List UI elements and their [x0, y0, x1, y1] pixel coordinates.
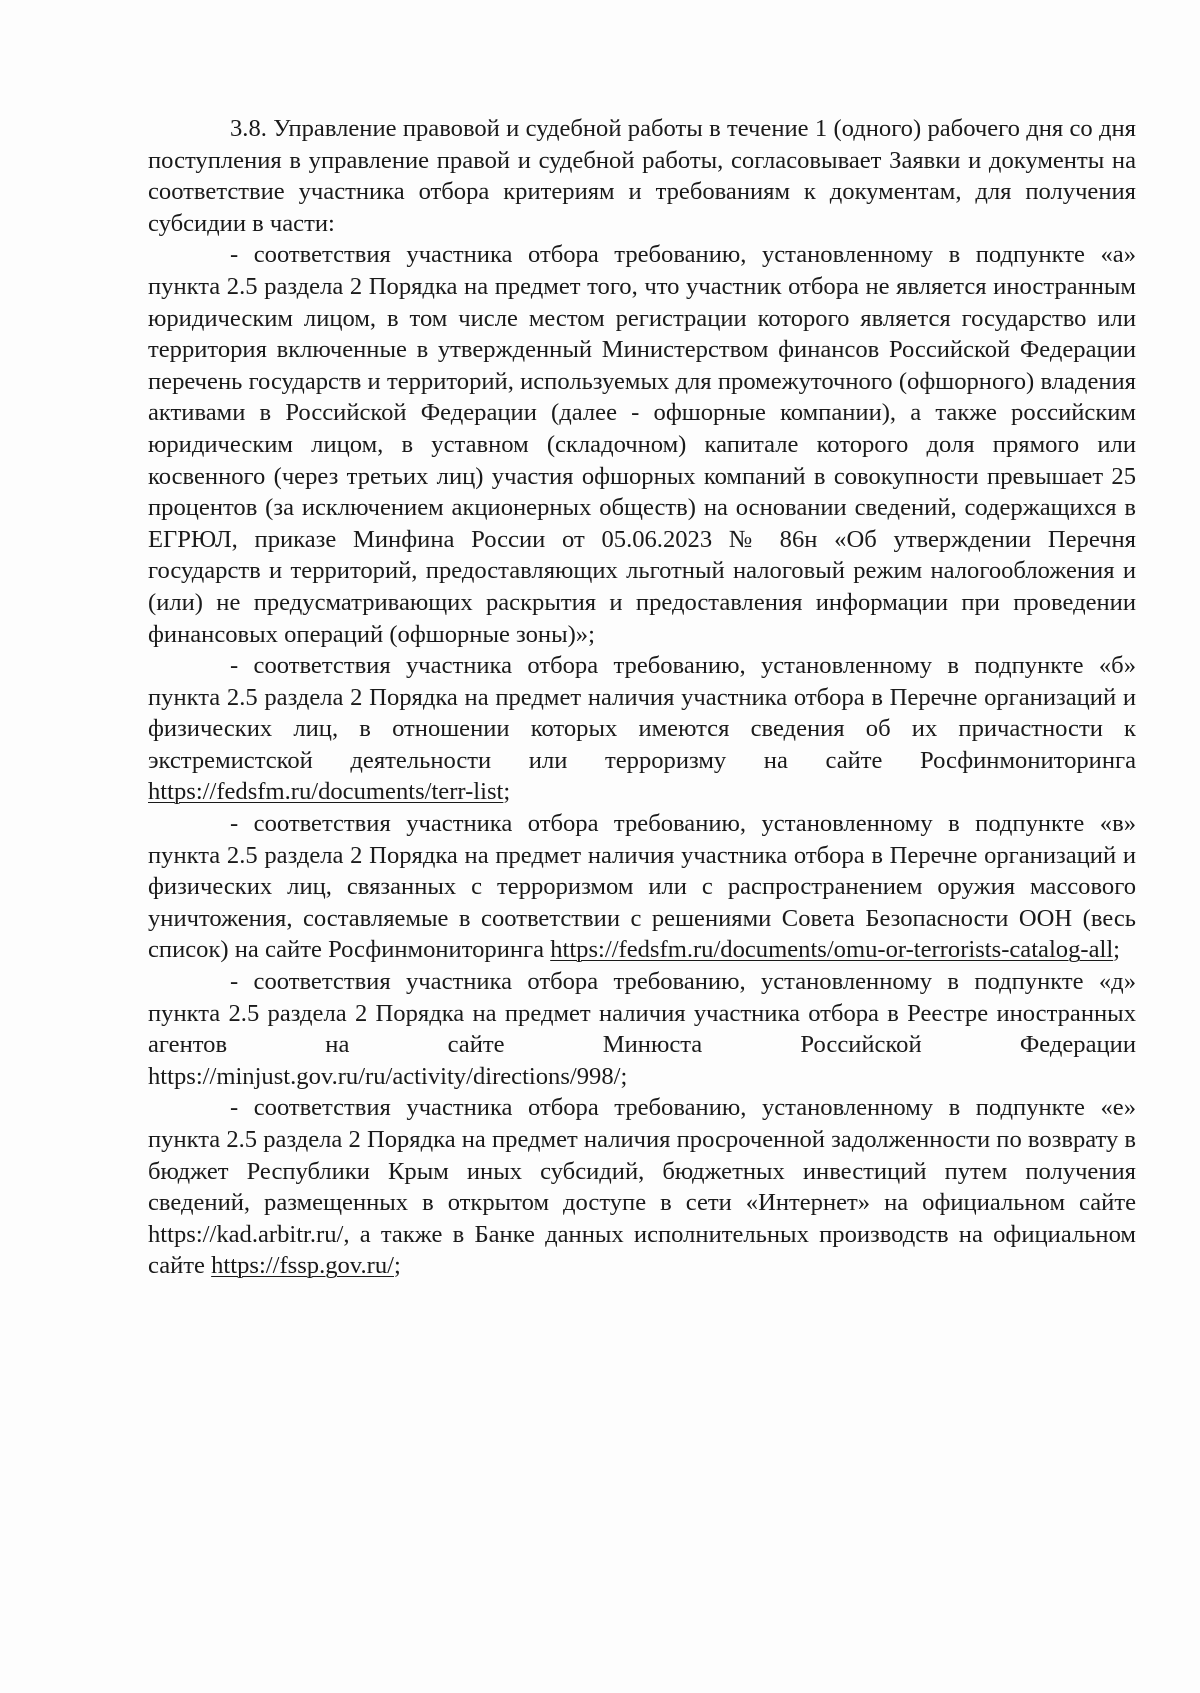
list-item-a	[148, 239, 1136, 650]
link-fedsfm-omu-catalog[interactable]: https://fedsfm.ru/documents/omu-or-terrorists-catalog-all	[550, 936, 1114, 964]
list-item-v-text: - соответствия участника отбора требованию, установленному в подпункте «в» пункта 2.5 раздела 2 Порядка на предмет наличия участника отбора в Перечне организаций и физических лиц, связанных с терроризмом или с распространением оружия массового уничтожения, составляемые в соответствии с решениями Совета Безопасности ООН (весь список) на сайте Росфинмониторинга	[148, 810, 1136, 964]
list-item-b-tail: ;	[503, 778, 511, 806]
list-item-e-tail: ;	[393, 1252, 401, 1280]
list-item-b-text: - соответствия участника отбора требованию, установленному в подпункте «б» пункта 2.5 раздела 2 Порядка на предмет наличия участника отбора в Перечне организаций и физических лиц, в отношении которых имеются сведения об их причастности к экстремистской деятельности или терроризму на сайте Росфинмониторинга	[148, 652, 1136, 774]
link-fssp[interactable]: https://fssp.gov.ru/	[211, 1252, 394, 1280]
list-item-d-tail: ;	[620, 1062, 628, 1090]
list-item-d-text: - соответствия участника отбора требованию, установленному в подпункте «д» пункта 2.5 раздела 2 Порядка на предмет наличия участника отбора в Реестре иностранных агентов на сайте Минюста Российской Федерации	[148, 968, 1136, 1059]
paragraph-3-8-text: 3.8. Управление правовой и судебной работы в течение 1 (одного) рабочего дня со дня поступления в управление правой и судебной работы, согласовывает Заявки и документы на соответствие участника отбора критериям и требованиям к документам, для получения субсидии в части:	[148, 115, 1136, 237]
paragraph-3-8	[148, 113, 1136, 239]
list-item-d	[148, 966, 1136, 1092]
url-minjust: https://minjust.gov.ru/ru/activity/directions/998/	[148, 1062, 621, 1090]
list-item-v-tail: ;	[1113, 936, 1121, 964]
list-item-v	[148, 808, 1136, 966]
list-item-e	[148, 1092, 1136, 1282]
document-body	[148, 113, 1136, 1282]
list-item-b	[148, 650, 1136, 808]
list-item-a-text: - соответствия участника отбора требованию, установленному в подпункте «а» пункта 2.5 раздела 2 Порядка на предмет того, что участник отбора не является иностранным юридическим лицом, в том числе местом регистрации которого является государство или территория включенные в утвержденный Министерством финансов Российской Федерации перечень государств и территорий, используемых для промежуточного (офшорного) владения активами в Российской Федерации (далее - офшорные компании), а также российским юридическим лицом, в уставном (складочном) капитале которого доля прямого или косвенного (через третьих лиц) участия офшорных компаний в совокупности превышает 25 процентов (за исключением акционерных обществ) на основании сведений, содержащихся в ЕГРЮЛ, приказе Минфина России от 05.06.2023 № 86н «Об утверждении Перечня государств и территорий, предоставляющих льготный налоговый режим налогообложения и (или) не предусматривающих раскрытия и предоставления информации при проведении финансовых операций (офшорные зоны)»;	[148, 241, 1136, 648]
link-fedsfm-terr-list[interactable]: https://fedsfm.ru/documents/terr-list	[148, 778, 504, 806]
list-item-e-text: - соответствия участника отбора требованию, установленному в подпункте «е» пункта 2.5 раздела 2 Порядка на предмет наличия просроченной задолженности по возврату в бюджет Республики Крым иных субсидий, бюджетных инвестиций путем получения сведений, размещенных в открытом доступе в сети «Интернет» на официальном сайте https://kad.arbitr.ru/, а также в Банке данных исполнительных производств на официальном сайте	[148, 1094, 1137, 1280]
